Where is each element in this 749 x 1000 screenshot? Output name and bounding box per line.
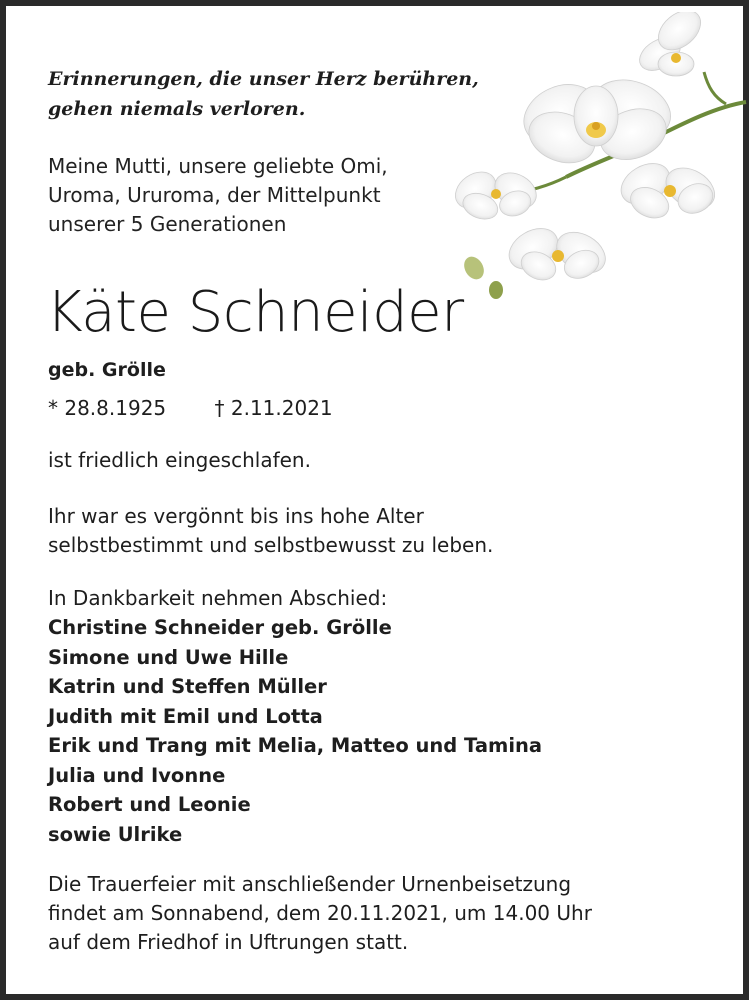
death-date: † 2.11.2021 — [214, 396, 333, 420]
quote-line: gehen niemals verloren. — [48, 98, 306, 120]
intro-line: Meine Mutti, unsere geliebte Omi, — [48, 154, 388, 178]
mourner-item: Julia und Ivonne — [48, 763, 226, 787]
ceremony-line: auf dem Friedhof in Uftrungen statt. — [48, 930, 409, 954]
mourner-item: Simone und Uwe Hille — [48, 645, 289, 669]
ceremony-line: findet am Sonnabend, dem 20.11.2021, um 14.00 Uhr — [48, 901, 592, 925]
ceremony-line: Die Trauerfeier mit anschließender Urnenbeisetzung — [48, 872, 572, 896]
life-line: Ihr war es vergönnt bis ins hohe Alter — [48, 504, 424, 528]
orchid-icon — [446, 12, 749, 312]
ceremony-info — [48, 870, 592, 957]
life-text — [48, 502, 493, 560]
mourner-item: Robert und Leonie — [48, 793, 251, 816]
life-dates — [48, 394, 333, 422]
intro-line: unserer 5 Generationen — [48, 212, 287, 236]
mourners-list — [48, 613, 542, 849]
mourner-item: Katrin und Steffen Müller — [48, 675, 327, 698]
thanks-heading: In Dankbarkeit nehmen Abschied: — [48, 586, 388, 610]
quote-line: Erinnerungen, die unser Herz berühren, — [48, 68, 479, 90]
birth-date: * 28.8.1925 — [48, 396, 167, 420]
life-line: selbstbestimmt und selbstbewusst zu leben. — [48, 533, 494, 557]
mourner-item: Judith mit Emil und Lotta — [48, 704, 323, 728]
intro-line: Uroma, Ururoma, der Mittelpunkt — [48, 183, 381, 207]
deceased-name: Käte Schneider — [46, 280, 464, 345]
passed-away-text: ist friedlich eingeschlafen. — [48, 448, 311, 472]
mourner-item: Erik und Trang mit Melia, Matteo und Tamina — [48, 734, 543, 757]
intro-text — [48, 152, 468, 239]
mourner-item: Christine Schneider geb. Grölle — [48, 616, 392, 639]
birth-name: geb. Grölle — [48, 359, 166, 381]
mourner-item: sowie Ulrike — [48, 822, 183, 846]
